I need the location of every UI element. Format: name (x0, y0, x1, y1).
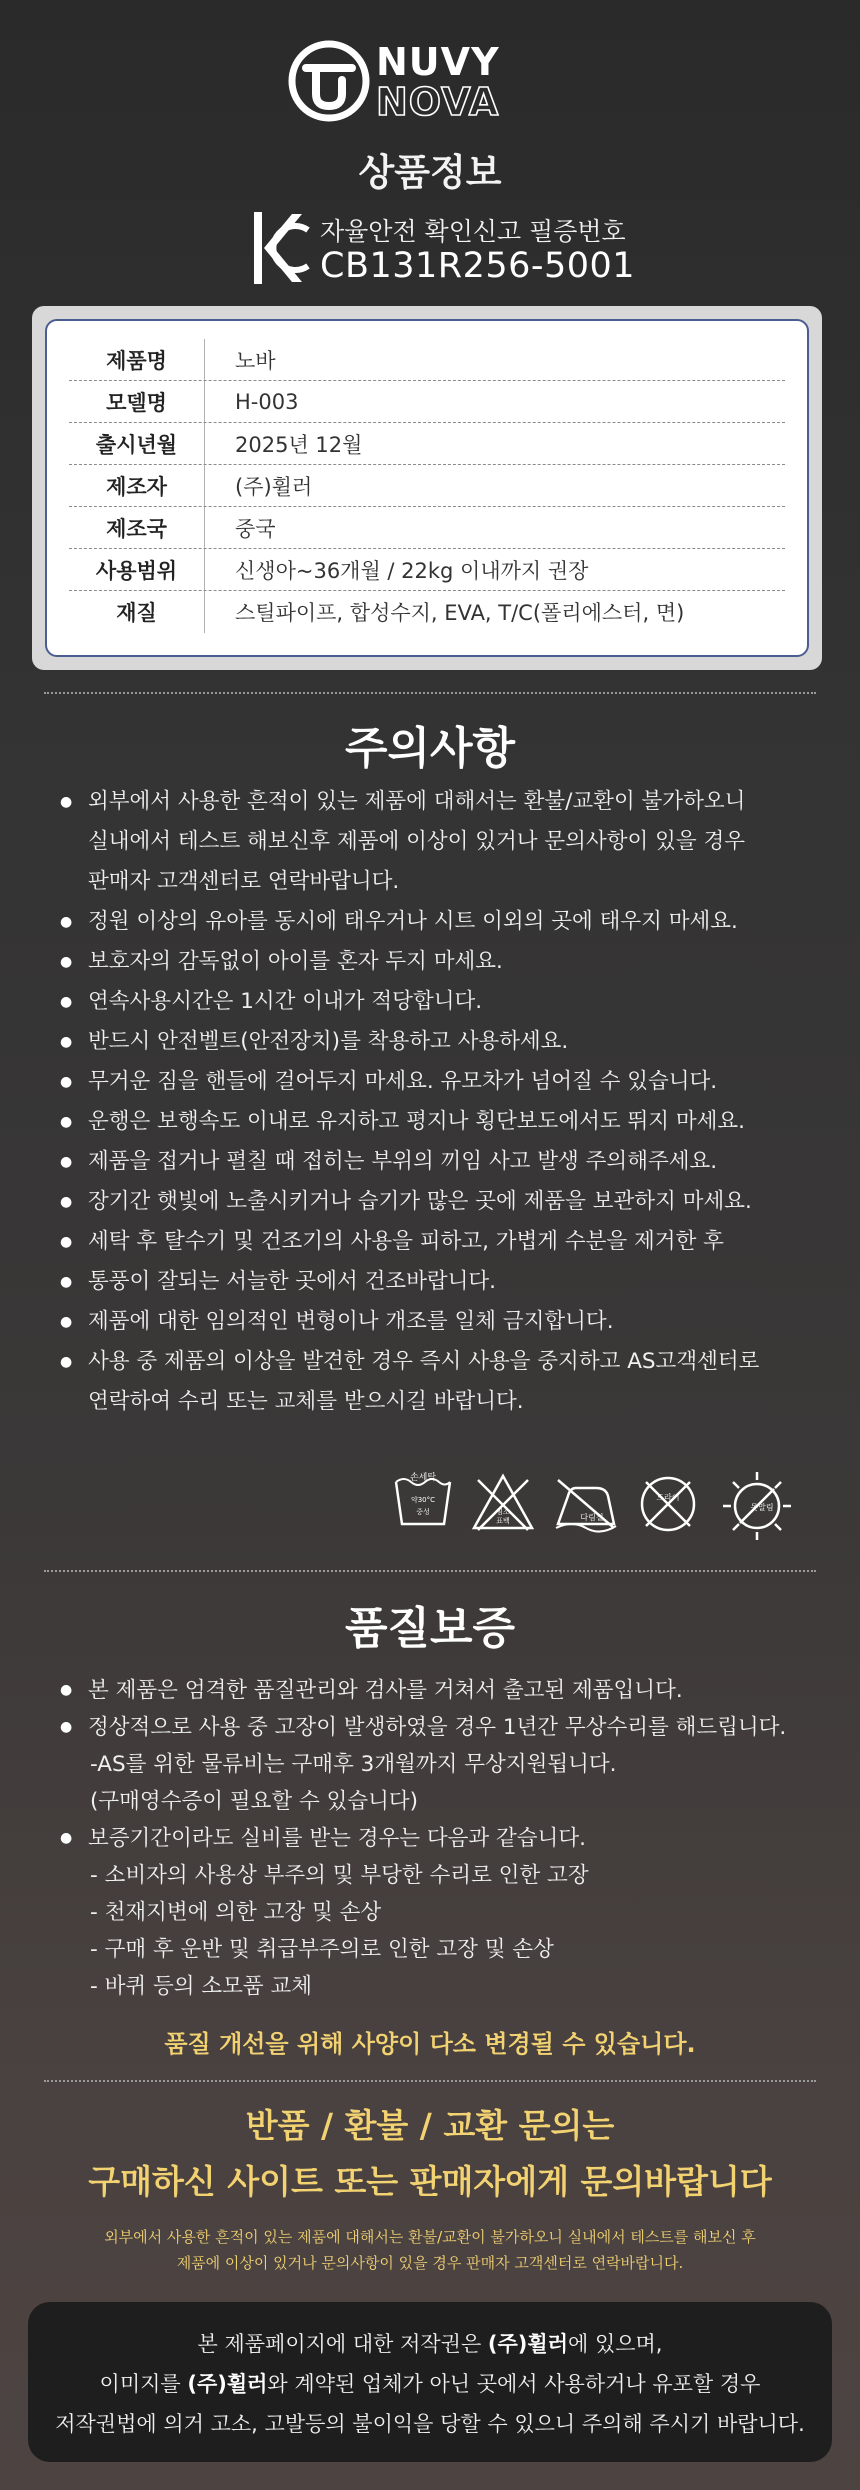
caution-list (58, 782, 818, 1422)
info-value: 중국 (235, 516, 276, 541)
info-value: H-003 (235, 389, 299, 414)
info-key: 제조자 (69, 465, 205, 506)
divider (44, 1570, 816, 1572)
no-dry-clean-icon (636, 1470, 700, 1534)
copyright-text: 에 있으며, (567, 2332, 663, 2356)
info-row (69, 591, 785, 633)
caution-item (58, 1182, 818, 1222)
warranty-item: ● 보증기간이라도 실비를 받는 경우는 다음과 같습니다. (58, 1820, 818, 1857)
care-no-bleach-label1: 염소 (496, 1508, 510, 1516)
caution-item-line: ● 통풍이 잘되는 서늘한 곳에서 건조바랍니다. (88, 1269, 497, 1294)
caution-item (58, 902, 818, 942)
no-bleach-icon (470, 1470, 536, 1534)
copyright-box (28, 2302, 832, 2462)
brand-emblem-icon (286, 38, 372, 124)
return-notice (60, 2224, 800, 2276)
warranty-title: 품질보증 (344, 1603, 515, 1654)
warranty-subitem: - 구매 후 운반 및 취급부주의로 인한 고장 및 손상 (90, 1937, 554, 1962)
warranty-item: ● 정상적으로 사용 중 고장이 발생하였을 경우 1년간 무상수리를 해드립니다. (58, 1709, 818, 1746)
care-label-icons (392, 1470, 812, 1540)
return-notice-line1: 외부에서 사용한 흔적이 있는 제품에 대해서는 환불/교환이 불가하오니 실내에서 테스트를 해보신 후 (104, 2228, 756, 2246)
warranty-subitem: - 천재지변에 의한 고장 및 손상 (90, 1900, 382, 1925)
caution-item-line: ● 외부에서 사용한 흔적이 있는 제품에 대해서는 환불/교환이 불가하오니 (88, 789, 746, 814)
info-row (69, 507, 785, 549)
caution-item-line: ● 운행은 보행속도 이내로 유지하고 평지나 횡단보도에서도 뛰지 마세요. (88, 1109, 745, 1134)
care-hand-wash-label1: 손세탁 (409, 1473, 437, 1483)
kc-certification (250, 208, 670, 288)
caution-item (58, 1142, 818, 1182)
brand-logo (0, 34, 860, 134)
return-heading-line1: 반품 / 환불 / 교환 문의는 (245, 2106, 615, 2145)
hand-wash-icon (392, 1470, 454, 1534)
caution-item-line: ● 연속사용시간은 1시간 이내가 적당합니다. (88, 989, 483, 1014)
certification-label: 자율안전 확인신고 필증번호 (320, 217, 626, 246)
caution-title: 주의사항 (344, 723, 515, 774)
care-no-bleach-label2: 표백 (496, 1517, 510, 1525)
info-row (69, 381, 785, 423)
info-row (69, 549, 785, 591)
no-sun-dry-icon (718, 1470, 796, 1540)
certification-number: CB131R256-5001 (320, 246, 636, 286)
brand-name-line1: NUVY (376, 40, 500, 84)
caution-item-line: ● 보호자의 감독없이 아이를 혼자 두지 마세요. (88, 949, 503, 974)
copyright-line3: 저작권법에 의거 고소, 고발등의 불이익을 당할 수 있으니 주의해 주시기 바랍니다. (55, 2412, 805, 2436)
product-info-panel (32, 306, 822, 670)
caution-item (58, 1222, 818, 1262)
return-notice-line2: 제품에 이상이 있거나 문의사항이 있을 경우 판매자 고객센터로 연락바랍니다. (176, 2254, 684, 2272)
info-value: 스틸파이프, 합성수지, EVA, T/C(폴리에스터, 면) (235, 601, 685, 625)
info-row (69, 423, 785, 465)
product-info-table (45, 319, 809, 657)
care-iron-label: 다림질 (580, 1513, 604, 1522)
spec-change-notice: 품질 개선을 위해 사양이 다소 변경될 수 있습니다. (164, 2030, 696, 2058)
divider (44, 692, 816, 694)
divider (44, 2080, 816, 2082)
copyright-line1 (28, 2324, 832, 2364)
info-key: 제조국 (69, 507, 205, 548)
caution-item-line: ● 제품을 접거나 펼칠 때 접히는 부위의 끼임 사고 발생 주의해주세요. (88, 1149, 718, 1174)
caution-item-line: 실내에서 테스트 해보신후 제품에 이상이 있거나 문의사항이 있을 경우 (88, 829, 745, 854)
caution-item-line: ● 장기간 햇빛에 노출시키거나 습기가 많은 곳에 제품을 보관하지 마세요. (88, 1189, 752, 1214)
info-key: 모델명 (69, 381, 205, 422)
return-heading-line2: 구매하신 사이트 또는 판매자에게 문의바랍니다 (88, 2162, 772, 2201)
info-key: 재질 (69, 591, 205, 633)
info-value: 2025년 12월 (235, 432, 363, 457)
caution-item (58, 942, 818, 982)
copyright-text: 와 계약된 업체가 아닌 곳에서 사용하거나 유포할 경우 (267, 2372, 761, 2396)
caution-item (58, 1342, 818, 1422)
info-value: 신생아~36개월 / 22kg 이내까지 권장 (235, 558, 589, 583)
caution-item-line: 연락하여 수리 또는 교체를 받으시길 바랍니다. (88, 1389, 524, 1414)
caution-item (58, 1102, 818, 1142)
brand-name-line2: NOVA (376, 80, 500, 124)
caution-item-line: ● 제품에 대한 임의적인 변형이나 개조를 일체 금지합니다. (88, 1309, 614, 1334)
caution-item (58, 982, 818, 1022)
company-name: (주)휠러 (187, 2372, 268, 2396)
caution-item (58, 1022, 818, 1062)
info-row (69, 465, 785, 507)
info-value: (주)휠러 (235, 474, 313, 499)
iron-cloth-icon (552, 1470, 620, 1534)
caution-item (58, 1302, 818, 1342)
caution-item-line: ● 정원 이상의 유아를 동시에 태우거나 시트 이외의 곳에 태우지 마세요. (88, 909, 738, 934)
info-row (69, 339, 785, 381)
caution-item-line: ● 사용 중 제품의 이상을 발견한 경우 즉시 사용을 중지하고 AS고객센터로 (88, 1349, 760, 1374)
warranty-subitem: -AS를 위한 물류비는 구매후 3개월까지 무상지원됩니다. (90, 1752, 617, 1777)
warranty-item: ● 본 제품은 엄격한 품질관리와 검사를 거쳐서 출고된 제품입니다. (58, 1672, 818, 1709)
copyright-text: 이미지를 (99, 2372, 188, 2396)
copyright-line2 (28, 2364, 832, 2404)
info-value: 노바 (235, 348, 276, 373)
warranty-subitem: (구매영수증이 필요할 수 있습니다) (90, 1789, 419, 1814)
caution-item-line: ● 무거운 짐을 핸들에 걸어두지 마세요. 유모차가 넘어질 수 있습니다. (88, 1069, 718, 1094)
care-dry-clean-label: 드라이 (656, 1493, 680, 1502)
kc-mark-icon (250, 208, 312, 288)
warranty-subitem: - 바퀴 등의 소모품 교체 (90, 1974, 313, 1999)
info-key: 제품명 (69, 339, 205, 380)
care-sun-dry-label: 못말림 (750, 1503, 774, 1512)
warranty-subitem: - 소비자의 사용상 부주의 및 부당한 수리로 인한 고장 (90, 1863, 589, 1888)
copyright-text: 본 제품페이지에 대한 저작권은 (197, 2332, 488, 2356)
care-hand-wash-label3: 중성 (416, 1508, 430, 1516)
caution-item-line: 판매자 고객센터로 연락바랍니다. (88, 869, 400, 894)
care-hand-wash-label2: 약30°C (410, 1496, 436, 1504)
company-name: (주)휠러 (487, 2332, 568, 2356)
caution-item (58, 1062, 818, 1102)
caution-item (58, 1262, 818, 1302)
caution-item-line: ● 세탁 후 탈수기 및 건조기의 사용을 피하고, 가볍게 수분을 제거한 후 (88, 1229, 724, 1254)
info-key: 출시년월 (69, 423, 205, 464)
page-title: 상품정보 (358, 151, 502, 194)
warranty-list (58, 1672, 818, 2005)
caution-item (58, 782, 818, 902)
info-key: 사용범위 (69, 549, 205, 590)
caution-item-line: ● 반드시 안전벨트(안전장치)를 착용하고 사용하세요. (88, 1029, 569, 1054)
